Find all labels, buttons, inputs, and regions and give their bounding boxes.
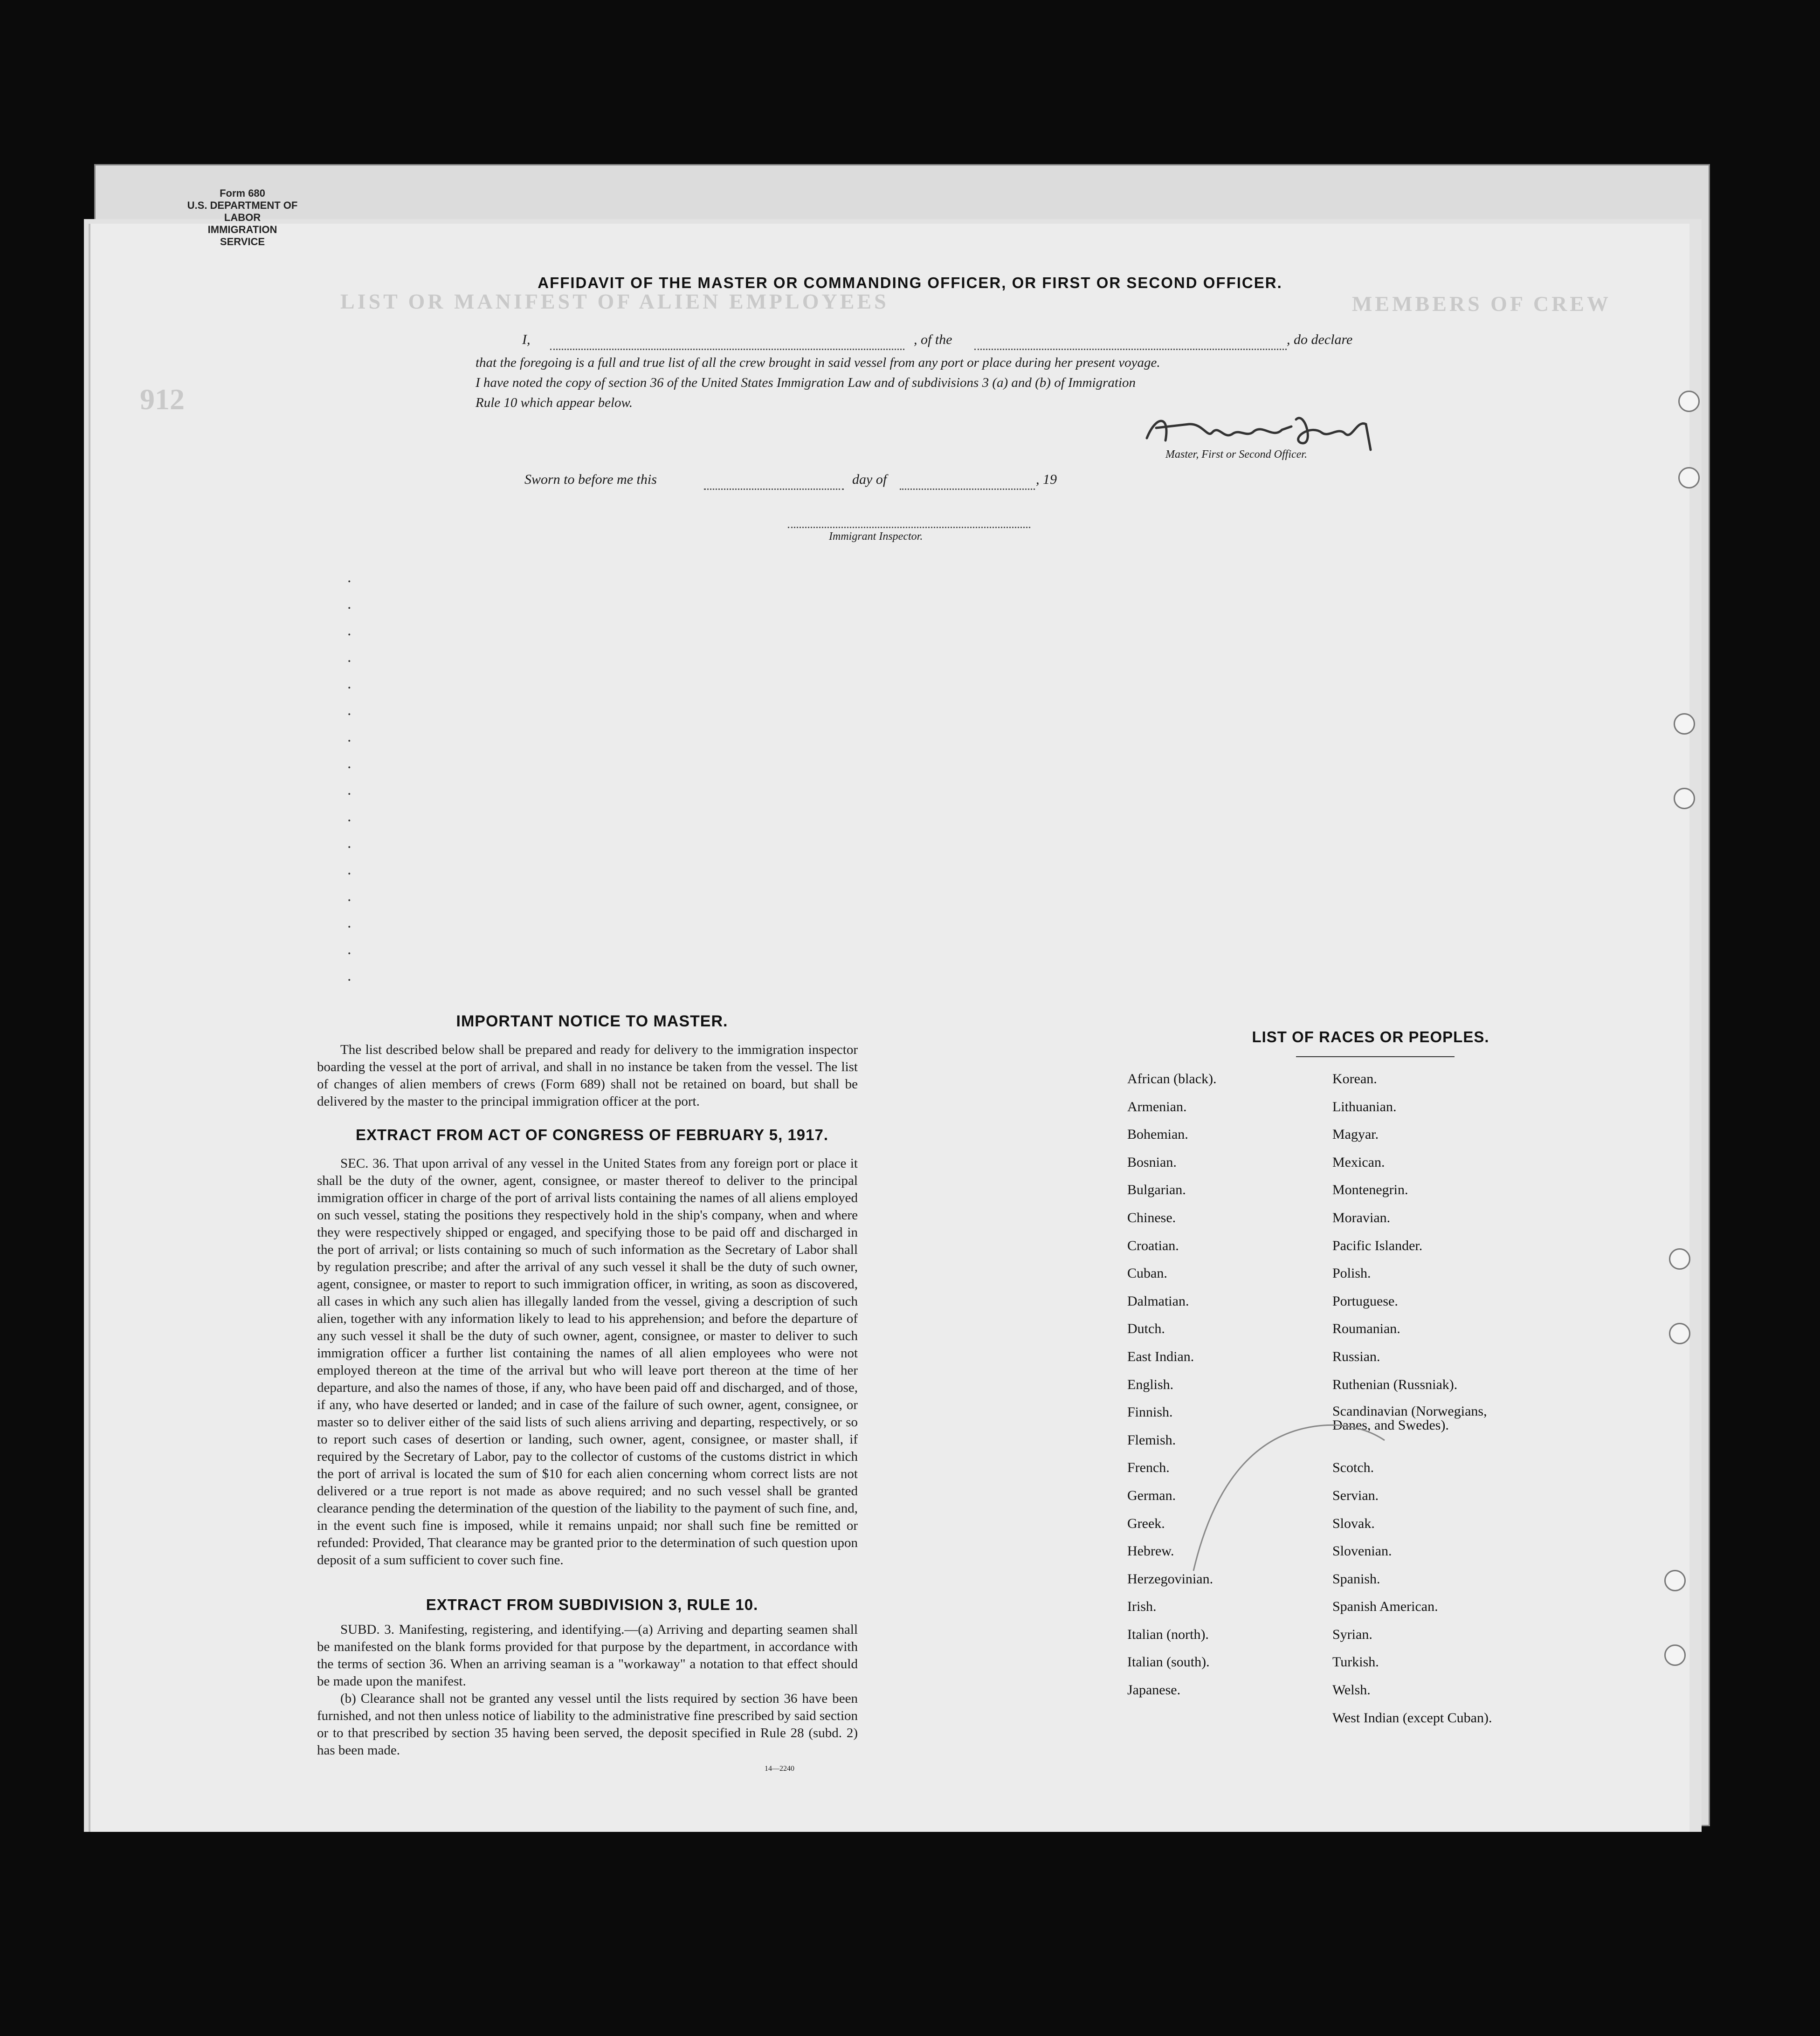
race-item: Roumanian. (1332, 1321, 1400, 1337)
race-item: Flemish. (1127, 1432, 1176, 1448)
rule-paragraph-a: SUBD. 3. Manifesting, registering, and identifying.—(a) Arriving and departing seamen shall be manifested on the blank forms provided for that purpose by the department, in accordance with the terms of section 36. When an arriving seaman is a "workaway" a notation to that effect should be made upon the manifest. (317, 1622, 858, 1689)
race-item: Portuguese. (1332, 1293, 1398, 1309)
bleed-through-page-number: 912 (140, 383, 185, 416)
race-item: Moravian. (1332, 1210, 1391, 1225)
race-item: Bosnian. (1127, 1154, 1177, 1170)
punch-hole (1678, 467, 1700, 488)
punch-hole (1678, 391, 1700, 412)
signature-caption: Master, First or Second Officer. (1165, 448, 1307, 461)
form-number: Form 680 (220, 187, 265, 199)
service-name: IMMIGRATION SERVICE (207, 224, 277, 248)
punch-hole (1669, 1248, 1690, 1270)
master-name-line (550, 349, 904, 350)
notice-paragraph: The list described below shall be prepared and ready for delivery to the immigration inspector boarding the vessel at the port of arrival, and shall in no instance be taken from the vessel. The list of changes of alien members of crews (Form 689) shall not be retained on board, but shall be delivered by the master to the principal immigration officer at the port. (317, 1042, 858, 1109)
race-item: Lithuanian. (1332, 1099, 1397, 1114)
affidavit-title: AFFIDAVIT OF THE MASTER OR COMMANDING OFFICER, OR FIRST OR SECOND OFFICER. (538, 274, 1282, 291)
affidavit-line-2: that the foregoing is a full and true list of all the crew brought in said vessel from any port or place during her present voyage. (476, 355, 1160, 370)
race-item: Italian (south). (1127, 1654, 1210, 1670)
pencil-mark (1193, 1417, 1389, 1575)
bleed-through-text-2: MEMBERS OF CREW (1352, 292, 1611, 316)
race-item: Ruthenian (Russniak). (1332, 1376, 1458, 1392)
sworn-day-line (704, 488, 844, 490)
notice-body (317, 1041, 858, 1110)
inspector-caption: Immigrant Inspector. (829, 530, 923, 543)
race-item: Dalmatian. (1127, 1293, 1189, 1309)
race-item: Magyar. (1332, 1127, 1379, 1142)
affidavit-of-the-label: , of the (914, 332, 952, 347)
race-item: Mexican. (1332, 1154, 1385, 1170)
race-item: Japanese. (1127, 1682, 1181, 1698)
race-item: African (black). (1127, 1071, 1217, 1087)
sworn-label: Sworn to before me this (524, 472, 657, 487)
race-item: Finnish. (1127, 1404, 1173, 1420)
notice-title: IMPORTANT NOTICE TO MASTER. (456, 1012, 728, 1030)
race-item: Slovenian. (1332, 1543, 1392, 1559)
race-item: Korean. (1332, 1071, 1377, 1087)
race-item: Spanish. (1332, 1571, 1380, 1587)
races-right-column (1332, 1071, 1528, 1738)
race-item: Hebrew. (1127, 1543, 1174, 1559)
race-item: Bulgarian. (1127, 1182, 1186, 1198)
vessel-name-line (974, 349, 1287, 350)
bleed-through-text: LIST OR MANIFEST OF ALIEN EMPLOYEES (340, 289, 889, 313)
punch-hole (1674, 713, 1695, 735)
row-tick-marks: . . . . . . . . . . . . . . . . (347, 569, 352, 984)
race-item: Russian. (1332, 1348, 1380, 1364)
races-title-rule (1296, 1056, 1455, 1057)
day-of-label: day of (852, 472, 887, 487)
race-item: Bohemian. (1127, 1127, 1188, 1142)
extract-act-title: EXTRACT FROM ACT OF CONGRESS OF FEBRUARY 5, 1917. (355, 1126, 829, 1143)
race-item: Pacific Islander. (1332, 1238, 1423, 1253)
race-item: Syrian. (1332, 1626, 1372, 1642)
rule-paragraph-b: (b) Clearance shall not be granted any vessel until the lists required by section 36 have been furnished, and not then unless notice of liability to the administrative fine prescribed by said section or to that prescribed by section 35 having been served, the deposit specified in Rule 28 (subd. 2) has been made. (317, 1691, 858, 1758)
form-identifier (186, 187, 298, 248)
race-item: West Indian (except Cuban). (1332, 1710, 1492, 1726)
section-36-paragraph: SEC. 36. That upon arrival of any vessel in the United States from any foreign port or place it shall be the duty of the owner, agent, consignee, or master thereof to deliver to the principal immigration officer in charge of the port of arrival lists containing the names of all aliens employed on such vessel, stating the positions they respectively hold in the ship's company, when and where they were respectively shipped or engaged, and specifying those to be paid off and discharged in the port of arrival; or lists containing so much of such information as the Secretary of Labor shall by regulation prescribe; and after the arrival of any such vessel it shall be the duty of such owner, agent, consignee, or master to report to such immigration officer, in writing, as soon as discovered, all cases in which any such alien has illegally landed from the vessel, giving a description of such alien, together with any information likely to lead to his apprehension; and before the departure of any such vessel it shall be the duty of such owner, agent, consignee, or master to deliver to such immigration officer a further list containing the names of all alien employees who were not employed thereon at the time of the arrival but who will leave port thereon at the time of her departure, and also the names of those, if any, who have been paid off and discharged, and of those, if any, who have deserted or landed; and in case of the failure of such owner, agent, consignee, or master so to deliver either of the said lists of such aliens arriving and departing, respectively, or so to report such cases of desertion or landing, such owner, agent, consignee, or master shall, if required by the Secretary of Labor, pay to the collector of customs of the customs district in which the port of arrival is located the sum of $10 for each alien concerning whom correct lists are not delivered or a true report is not made as above required; and no such vessel shall be granted clearance pending the determination of the question of the liability to the payment of such fine, and, in the event such fine is imposed, while it remains unpaid; nor shall such fine be remitted or refunded: Provided, That clearance may be granted prior to the determination of such question upon deposit of a sum sufficient to cover such fine. (317, 1156, 858, 1568)
year-label: , 19 (1036, 472, 1057, 487)
races-title: LIST OF RACES OR PEOPLES. (1252, 1028, 1489, 1046)
affidavit-line-4: Rule 10 which appear below. (476, 395, 633, 410)
punch-hole (1674, 788, 1695, 809)
race-item: Irish. (1127, 1599, 1157, 1615)
race-item: Welsh. (1332, 1682, 1371, 1698)
affidavit-declare-label: , do declare (1287, 332, 1353, 347)
race-item: Chinese. (1127, 1210, 1176, 1225)
race-item: Croatian. (1127, 1238, 1179, 1253)
race-item: Herzegovinian. (1127, 1571, 1213, 1587)
race-item: Italian (north). (1127, 1626, 1209, 1642)
inspector-signature-line (788, 527, 1030, 528)
sworn-month-line (900, 488, 1035, 490)
race-item: Greek. (1127, 1515, 1165, 1531)
print-code: 14—2240 (765, 1765, 794, 1773)
punch-hole (1669, 1323, 1690, 1344)
extract-act-body (317, 1155, 858, 1569)
race-item: Slovak. (1332, 1515, 1375, 1531)
race-item: Turkish. (1332, 1654, 1379, 1670)
affidavit-i-label: I, (522, 332, 531, 347)
extract-rule-body (317, 1621, 858, 1759)
affidavit-line-3: I have noted the copy of section 36 of the United States Immigration Law and of subdivisions 3 (a) and (b) of Immigration (476, 375, 1136, 390)
race-item: Armenian. (1127, 1099, 1187, 1114)
race-item: German. (1127, 1487, 1176, 1503)
race-item: Polish. (1332, 1266, 1371, 1281)
race-item: Servian. (1332, 1487, 1379, 1503)
race-item: Spanish American. (1332, 1599, 1438, 1615)
race-item: Scotch. (1332, 1460, 1374, 1476)
punch-hole (1664, 1644, 1686, 1666)
race-item: French. (1127, 1460, 1170, 1476)
race-item: Montenegrin. (1332, 1182, 1408, 1198)
race-item: Scandinavian (Norwegians, Danes, and Swedes). (1332, 1403, 1487, 1433)
race-item: English. (1127, 1376, 1174, 1392)
race-item: Dutch. (1127, 1321, 1165, 1337)
race-item: East Indian. (1127, 1348, 1194, 1364)
extract-rule-title: EXTRACT FROM SUBDIVISION 3, RULE 10. (426, 1596, 758, 1613)
punch-hole (1664, 1570, 1686, 1591)
department-name: U.S. DEPARTMENT OF LABOR (187, 199, 298, 223)
race-item: Cuban. (1127, 1266, 1167, 1281)
